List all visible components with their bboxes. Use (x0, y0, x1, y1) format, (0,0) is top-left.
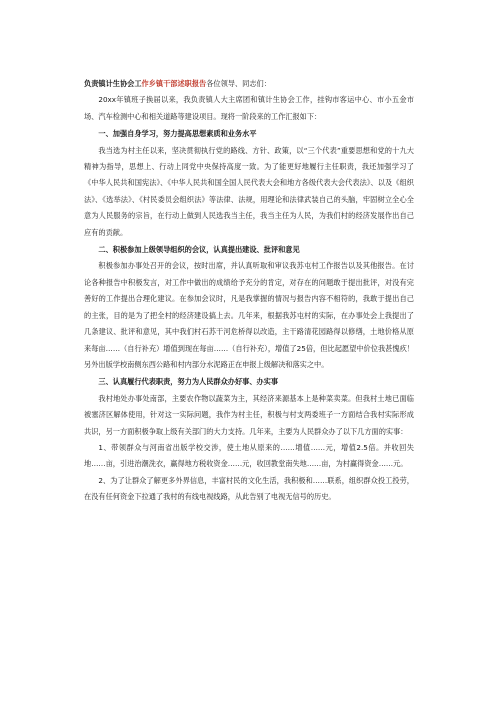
section-1-paragraph-1: 我当选为村主任以来，坚决贯彻执行党的路线、方针、政策，以“三个代表”重要思想和党的十九大精神为指导，思想上、行动上同党中央保持高度一致。为了能更好地履行主任职责，我还加强学习了《中华人民共和国宪法》、《中华人民共和国全国人民代表大会和地方各级代表大会代表法》、以及《组织法》、《选举法》、《村民委员会组织法》等法律、法规，用理论和法律武装自己的头脑，牢固树立全心全意为人民服务的宗旨，在行动上做到人民选我当主任，我当主任为人民，为我们村的经济发展作出自己应有的贡献。 (84, 145, 414, 237)
document-title (84, 76, 414, 92)
section-2-heading: 二、积极参加上级领导组织的会议，认真提出建设、批评和意见 (98, 245, 300, 255)
section-3-paragraph-3: 2、为了让群众了解更多外界信息，丰富村民的文化生活，我积极和……联系，组织群众投工投劳，在没有任何资金下拉通了我村的有线电视线路，从此告别了电视无信号的历史。 (84, 475, 414, 502)
section-3-paragraph-1: 我村地处办事处南部，主要农作物以蔬菜为主，其经济来源基本上是种菜卖菜。但我村土地已面临被塞济区解体使用，针对这一实际问题，我作为村主任，积极与村支两委班子一方面结合我村实际形成共识，另一方面积极争取上级有关部门的大力支持。几年来，主要为人民群众办了以下几方面的实事： (84, 393, 414, 436)
section-3-heading: 三、认真履行代表职责，努力为人民群众办好事、办实事 (98, 377, 279, 387)
section-3-paragraph-2: 1、带领群众与河南省出版学校交涉，使土地从原来的……增值……元，增值2.5倍。并收回失地……亩，引进治潮洗衣，赢得地方税收资金……元，收回教堂南失地……亩，为村赢得资金……元。 (84, 442, 414, 469)
section-1-heading: 一、加强自身学习，努力提高思想素质和业务水平 (98, 129, 257, 139)
section-2-paragraph-1: 积极参加办事处召开的会议，按时出席，并认真听取和审议我苏屯村工作报告以及其他报告。在讨论各种报告中积极发言，对工作中做出的成绩给予充分的肯定，对存在的问题敢于提出批评，对没有完善好的工作提出合理化建议。在参加会议时，凡是我掌握的情况与报告内容不相符的，我敢于提出自己的主张，目的是为了把全村的经济建设搞上去。几年来，根据我苏屯村的实际，在办事处会上我提出了几条建议、批评和意见，其中我们村石苏干河危桥得以改造，主干路清花园路得以修缮，土地价格从原来每亩……（自行补充）增值到现在每亩……（自行补充），增值了25倍，但比起愿望中价位我甚愧疚！另外出版学校南侧东西公路和村内部分水泥路正在申报上级解决和落实之中。 (84, 261, 414, 369)
document-body (84, 76, 414, 506)
title-part-2: 作乡镇干部述职报告 (141, 79, 207, 88)
intro-paragraph: 20xx年镇班子换届以来，我负责镇人大主席团和镇计生协会工作，挂钩市客运中心、市小五金市场、汽车检测中心和相关道路等建设项目。现将一阶段来的工作汇报如下： (84, 95, 414, 121)
title-part-1: 负责镇计生协会工 (84, 79, 142, 88)
title-part-3: 各位领导、同志们： (206, 79, 271, 88)
